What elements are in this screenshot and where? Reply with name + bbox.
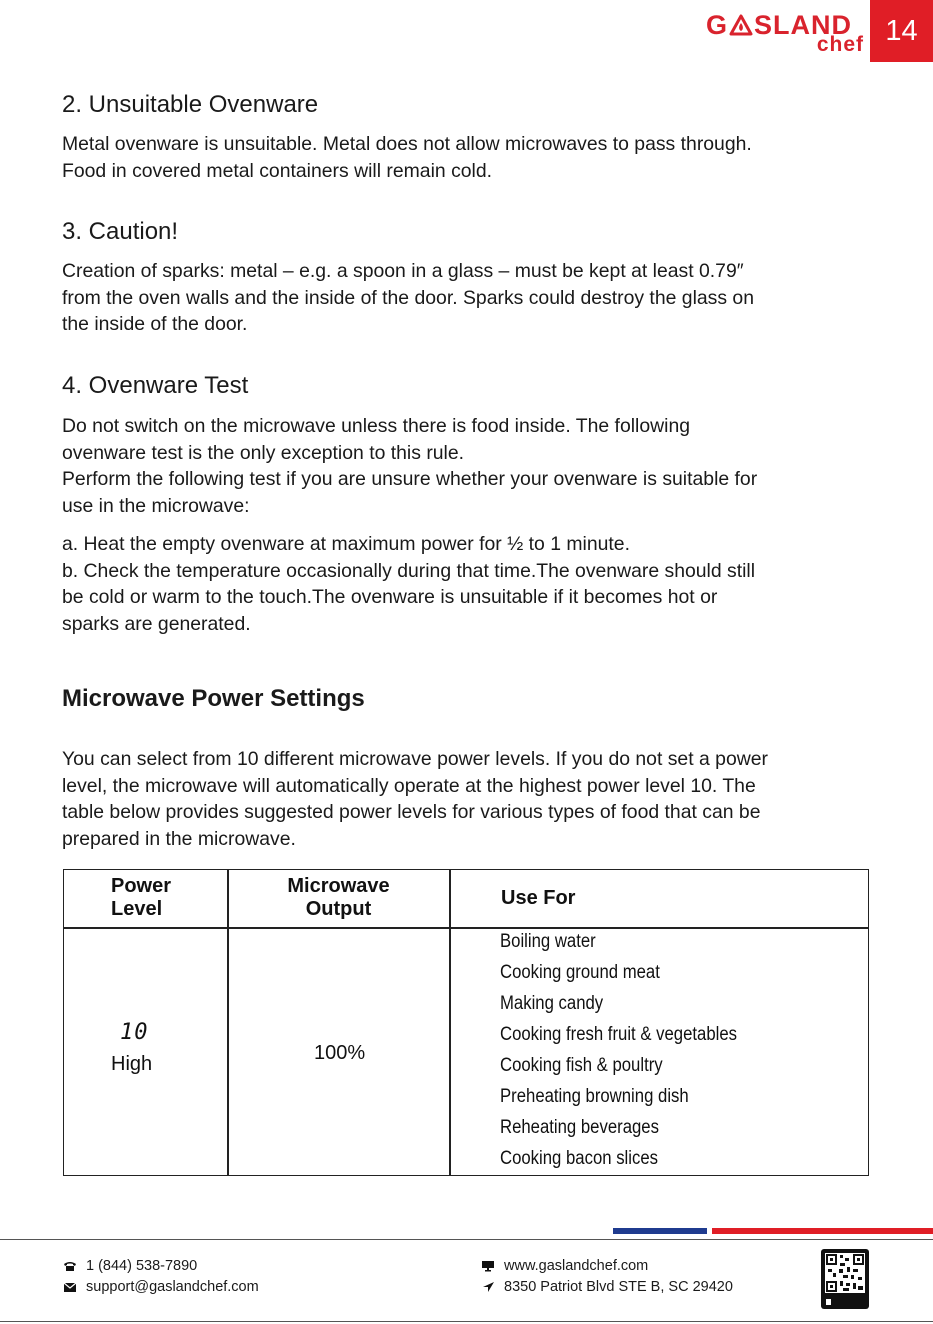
header-text: Output: [305, 898, 372, 920]
header-microwave-output: [228, 875, 449, 921]
qr-label-mark: [826, 1299, 831, 1305]
text-line: table below provides suggested power levels for various types of food that can be: [62, 801, 761, 824]
header-use-for: Use For: [501, 887, 576, 909]
power-settings-table: [63, 869, 869, 1176]
use-for-list: [500, 926, 769, 1174]
text-line: Creation of sparks: metal – e.g. a spoon in a glass – must be kept at least 0.79″: [62, 260, 744, 282]
power-level-label: High: [111, 1053, 153, 1075]
power-settings-title: Microwave Power Settings: [62, 685, 365, 712]
section-4-steps: [62, 531, 872, 638]
brand-logo: [706, 10, 866, 56]
text-line: use in the microwave:: [62, 495, 250, 518]
footer-address: [481, 1279, 733, 1295]
list-item: Cooking fish & poultry: [500, 1055, 663, 1076]
text-line: from the oven walls and the inside of the door. Sparks could destroy the glass on: [62, 286, 755, 309]
monitor-icon: [481, 1260, 495, 1272]
text-line: the inside of the door.: [62, 313, 248, 336]
text-line: Perform the following test if you are unsure whether your ovenware is suitable for: [62, 468, 758, 491]
section-4-title: 4. Ovenware Test: [62, 372, 249, 399]
list-item: Boiling water: [500, 931, 596, 952]
website-link[interactable]: www.gaslandchef.com: [504, 1258, 649, 1274]
footer-divider: [0, 1239, 933, 1240]
text-line: sparks are generated.: [62, 613, 251, 636]
footer-stripe-red: [712, 1228, 933, 1234]
footer-bottom-divider: [0, 1321, 933, 1322]
list-item: Preheating browning dish: [500, 1086, 689, 1107]
location-arrow-icon: [481, 1281, 495, 1293]
text-line: Do not switch on the microwave unless there is food inside. The following: [62, 415, 691, 437]
section-3-title: 3. Caution!: [62, 218, 179, 245]
microwave-output-value: 100%: [314, 1042, 366, 1064]
seven-segment-display: 10: [120, 1020, 149, 1045]
text-line: level, the microwave will automatically operate at the highest power level 10. The: [62, 774, 756, 797]
phone-icon: [63, 1260, 77, 1272]
list-item: Cooking fresh fruit & vegetables: [500, 1024, 737, 1045]
brand-logo-sub: chef: [816, 33, 864, 56]
list-item: Reheating beverages: [500, 1117, 659, 1138]
text-line: Metal ovenware is unsuitable. Metal does not allow microwaves to pass through.: [62, 133, 752, 155]
text-line: ovenware test is the only exception to this rule.: [62, 441, 465, 464]
qr-code-icon[interactable]: [821, 1249, 869, 1309]
footer-stripe-blue: [613, 1228, 707, 1234]
text-line: a. Heat the empty ovenware at maximum power for ½ to 1 minute.: [62, 533, 630, 555]
address-text: 8350 Patriot Blvd STE B, SC 29420: [504, 1279, 733, 1295]
header-power-level: [64, 875, 227, 921]
header-text: Microwave: [287, 875, 390, 897]
list-item: Making candy: [500, 993, 604, 1014]
text-line: Food in covered metal containers will remain cold.: [62, 159, 493, 182]
section-3-body: [62, 258, 872, 338]
footer-website[interactable]: [481, 1258, 648, 1274]
flame-icon: [729, 14, 753, 36]
header-text: Power: [111, 875, 172, 897]
section-2-body: [62, 131, 872, 184]
table-divider: [449, 870, 451, 1175]
phone-number[interactable]: 1 (844) 538-7890: [86, 1258, 198, 1274]
header-text: Level: [111, 898, 163, 920]
power-settings-body: [62, 746, 872, 853]
footer-phone[interactable]: [63, 1258, 197, 1274]
envelope-icon: [63, 1281, 77, 1293]
text-line: b. Check the temperature occasionally during that time.The ovenware should still: [62, 559, 756, 582]
text-line: prepared in the microwave.: [62, 828, 296, 851]
list-item: Cooking bacon slices: [500, 1148, 659, 1169]
text-line: You can select from 10 different microwave power levels. If you do not set a power: [62, 748, 768, 770]
page-number: 14: [870, 0, 933, 62]
brand-logo-main: G SLAND: [706, 10, 853, 40]
text-line: be cold or warm to the touch.The ovenware is unsuitable if it becomes hot or: [62, 586, 718, 609]
footer-email[interactable]: [63, 1279, 259, 1295]
list-item: Cooking ground meat: [500, 962, 660, 983]
section-4-body: [62, 413, 872, 520]
qr-pattern: [825, 1253, 865, 1293]
email-address[interactable]: support@gaslandchef.com: [86, 1279, 259, 1295]
section-2-title: 2. Unsuitable Ovenware: [62, 91, 319, 118]
